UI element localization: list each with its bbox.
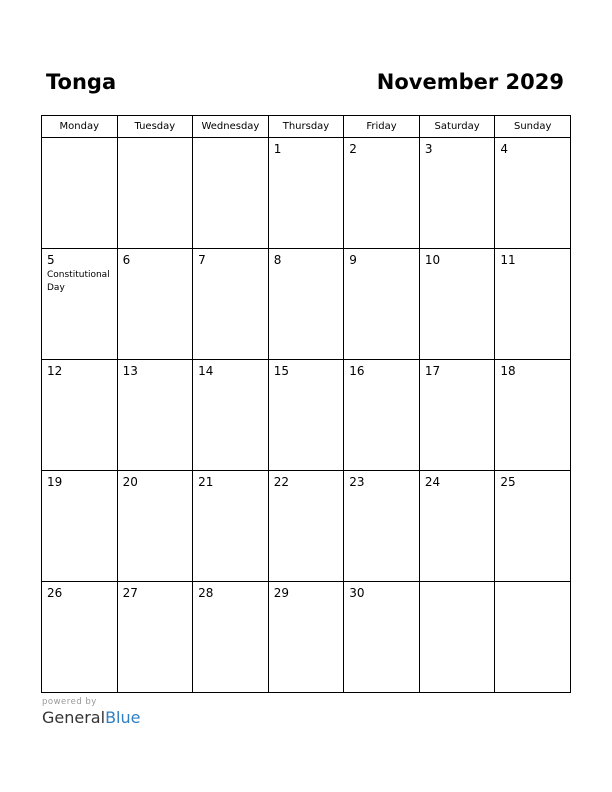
day-cell bbox=[193, 582, 269, 693]
day-number: 24 bbox=[424, 475, 441, 489]
day-cell bbox=[344, 249, 420, 360]
day-number: 3 bbox=[424, 142, 433, 156]
day-number: 1 bbox=[273, 142, 282, 156]
day-cell bbox=[42, 249, 118, 360]
calendar-grid bbox=[41, 115, 571, 693]
day-cell bbox=[419, 360, 495, 471]
day-number: 11 bbox=[500, 253, 516, 267]
country-title: Tonga bbox=[46, 70, 117, 94]
day-number: 16 bbox=[349, 364, 365, 378]
day-cell bbox=[117, 471, 193, 582]
week-row bbox=[42, 582, 571, 693]
day-cell bbox=[268, 471, 344, 582]
week-row bbox=[42, 249, 571, 360]
day-number: 6 bbox=[122, 253, 131, 267]
day-number: 10 bbox=[424, 253, 441, 267]
day-cell bbox=[193, 471, 269, 582]
day-number: 7 bbox=[198, 253, 206, 267]
day-cell bbox=[193, 360, 269, 471]
day-cell bbox=[344, 582, 420, 693]
brand-name-part1: General bbox=[42, 708, 106, 727]
day-cell bbox=[268, 138, 344, 249]
day-cell bbox=[268, 360, 344, 471]
day-cell bbox=[193, 249, 269, 360]
day-number: 13 bbox=[122, 364, 138, 378]
day-number bbox=[495, 582, 570, 587]
weekday-friday: Friday bbox=[344, 116, 420, 138]
day-number: 4 bbox=[500, 142, 509, 156]
day-cell bbox=[495, 138, 571, 249]
day-cell bbox=[419, 471, 495, 582]
day-cell bbox=[117, 138, 193, 249]
weekday-saturday: Saturday bbox=[419, 116, 495, 138]
day-number: 25 bbox=[500, 475, 516, 489]
day-cell bbox=[495, 582, 571, 693]
day-number: 30 bbox=[349, 586, 365, 600]
day-number: 26 bbox=[47, 586, 63, 600]
day-number: 21 bbox=[198, 475, 214, 489]
day-number: 15 bbox=[273, 364, 289, 378]
day-number: 17 bbox=[424, 364, 441, 378]
day-cell bbox=[344, 138, 420, 249]
weekday-header-row bbox=[42, 116, 571, 138]
day-number bbox=[42, 138, 117, 143]
day-number: 5 bbox=[47, 253, 55, 267]
day-cell bbox=[268, 249, 344, 360]
footer-branding bbox=[42, 697, 140, 727]
day-cell bbox=[117, 360, 193, 471]
day-number: 29 bbox=[273, 586, 289, 600]
day-number: 8 bbox=[273, 253, 282, 267]
day-cell bbox=[419, 582, 495, 693]
weekday-sunday: Sunday bbox=[495, 116, 571, 138]
weekday-tuesday: Tuesday bbox=[117, 116, 193, 138]
day-number: 20 bbox=[122, 475, 138, 489]
day-number: 19 bbox=[47, 475, 63, 489]
week-row bbox=[42, 360, 571, 471]
weekday-wednesday: Wednesday bbox=[193, 116, 269, 138]
weekday-monday: Monday bbox=[42, 116, 118, 138]
day-cell bbox=[42, 471, 118, 582]
day-cell bbox=[42, 360, 118, 471]
day-cell bbox=[193, 138, 269, 249]
day-cell bbox=[42, 138, 118, 249]
day-number: 22 bbox=[273, 475, 289, 489]
day-number: 18 bbox=[500, 364, 516, 378]
day-number bbox=[118, 138, 193, 143]
week-row bbox=[42, 471, 571, 582]
day-number: 12 bbox=[47, 364, 63, 378]
week-row bbox=[42, 138, 571, 249]
generalblue-logo[interactable] bbox=[42, 709, 140, 727]
holiday-label: Constitutional Day bbox=[47, 270, 110, 293]
day-cell bbox=[419, 249, 495, 360]
day-cell bbox=[117, 249, 193, 360]
day-number: 27 bbox=[122, 586, 138, 600]
day-number bbox=[193, 138, 268, 143]
powered-by-text: powered by bbox=[42, 697, 97, 707]
day-number: 14 bbox=[198, 364, 214, 378]
day-number: 9 bbox=[349, 253, 357, 267]
day-cell bbox=[419, 138, 495, 249]
day-cell bbox=[268, 582, 344, 693]
day-cell bbox=[42, 582, 118, 693]
day-number: 23 bbox=[349, 475, 365, 489]
day-cell bbox=[117, 582, 193, 693]
day-cell bbox=[344, 471, 420, 582]
day-cell bbox=[495, 471, 571, 582]
day-cell bbox=[495, 249, 571, 360]
month-title: November 2029 bbox=[376, 70, 564, 94]
day-number bbox=[420, 582, 495, 587]
day-cell bbox=[344, 360, 420, 471]
day-number: 2 bbox=[349, 142, 357, 156]
day-cell bbox=[495, 360, 571, 471]
day-number: 28 bbox=[198, 586, 214, 600]
brand-name-part2: Blue bbox=[105, 708, 141, 727]
weekday-thursday: Thursday bbox=[268, 116, 344, 138]
